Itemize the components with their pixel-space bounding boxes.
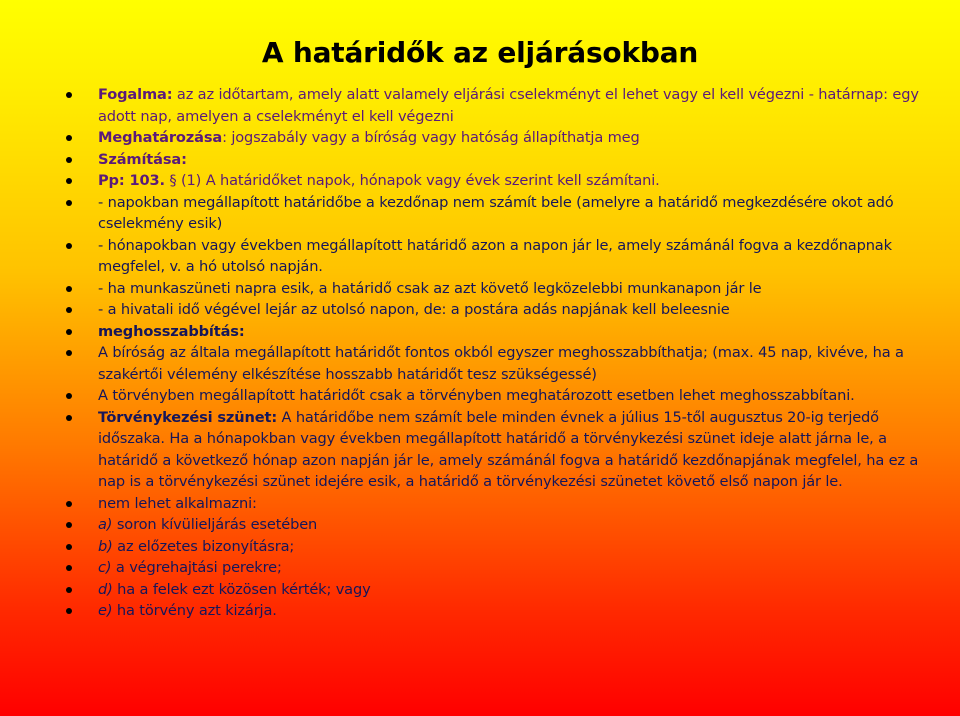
honapokban-text: - hónapokban vagy években megállapított határidő azon a napon jár le, amely számánál fogva a kezdőnapnak megfelel, v. a hó utolsó napján. bbox=[98, 236, 892, 275]
birosag-text: A bíróság az általa megállapított határidőt fontos okból egyszer meghosszabbíthatja; (max. 45 nap, kivéve, ha a szakértői vélemény elkészítése hosszabb határidőt tesz szükségessé) bbox=[98, 344, 904, 383]
bullet-e bbox=[0, 600, 960, 622]
c-text: a végrehajtási perekre; bbox=[111, 559, 282, 576]
bullet-pp bbox=[0, 170, 960, 192]
meghatarozasa-text: : jogszabály vagy a bíróság vagy hatóság állapíthatja meg bbox=[222, 129, 640, 146]
munkaszuneti-text: - ha munkaszüneti napra esik, a határidő csak az azt követő legközelebbi munkanapon jár le bbox=[98, 279, 762, 297]
fogalma-text: az az időtartam, amely alatt valamely eljárási cselekményt el lehet vagy el kell végezni - határnap: egy adott nap, amelyen a cselekményt el kell végezni bbox=[98, 86, 919, 125]
bullet-fogalma bbox=[0, 84, 960, 127]
a-text: soron kívülieljárás esetében bbox=[112, 516, 318, 533]
slide-title: A határidők az eljárásokban bbox=[261, 36, 699, 69]
bullet-munkaszuneti bbox=[0, 278, 960, 300]
b-letter: b) bbox=[98, 537, 113, 555]
fogalma-label: Fogalma: bbox=[98, 86, 173, 103]
bullet-meghatarozasa bbox=[0, 127, 960, 149]
d-letter: d) bbox=[98, 580, 113, 598]
bullet-a bbox=[0, 514, 960, 536]
hivatali-text: - a hivatali idő végével lejár az utolsó napon, de: a postára adás napjának kell beleesnie bbox=[98, 301, 730, 318]
e-letter: e) bbox=[98, 602, 113, 619]
nem-lehet-text: nem lehet alkalmazni: bbox=[98, 494, 257, 512]
torvenykezesi-label: Törvénykezési szünet: bbox=[98, 408, 278, 426]
pp-label: Pp: 103. bbox=[98, 172, 165, 189]
bullet-c bbox=[0, 557, 960, 579]
bullet-nem-lehet bbox=[0, 493, 960, 515]
bullet-meghosszabbitas bbox=[0, 321, 960, 343]
pp-text: § (1) A határidőket napok, hónapok vagy évek szerint kell számítani. bbox=[164, 172, 660, 189]
torvenykezesi-text: A határidőbe nem számít bele minden évnek a július 15-től augusztus 20-ig terjedő időszaka. Ha a hónapokban vagy években megállapított határidő a törvénykezési szünet ideje alatt járna le, a határidő a következő hónap azon napján jár le, amely számánál fogva a határidő kezdőnapjának megfelel, ha ez a nap is a törvénykezési szünet idejére esik, a határidő a törvénykezési szünetet követő első napon jár le. bbox=[98, 408, 919, 490]
bullet-honapokban bbox=[0, 235, 960, 278]
torvenyben-text: A törvényben megállapított határidőt csak a törvényben meghatározott esetben lehet meghosszabbítani. bbox=[98, 387, 855, 404]
bullet-list bbox=[0, 84, 960, 622]
e-text: ha törvény azt kizárja. bbox=[112, 602, 277, 619]
d-text: ha a felek ezt közösen kérték; vagy bbox=[112, 580, 371, 598]
bullet-torvenykezesi bbox=[0, 407, 960, 493]
b-text: az előzetes bizonyításra; bbox=[112, 537, 295, 555]
bullet-b bbox=[0, 536, 960, 558]
meghatarozasa-label: Meghatározása bbox=[98, 129, 223, 146]
napokban-text: - napokban megállapított határidőbe a kezdőnap nem számít bele (amelyre a határidő megkezdésére okot adó cselekmény esik) bbox=[98, 193, 894, 232]
bullet-birosag bbox=[0, 342, 960, 385]
bullet-szamitasa bbox=[0, 149, 960, 171]
bullet-d bbox=[0, 579, 960, 601]
a-letter: a) bbox=[98, 516, 113, 533]
bullet-hivatali bbox=[0, 299, 960, 321]
bullet-napokban bbox=[0, 192, 960, 235]
bullet-torvenyben bbox=[0, 385, 960, 407]
c-letter: c) bbox=[98, 559, 112, 576]
meghosszabbitas-label: meghosszabbítás: bbox=[98, 322, 245, 340]
szamitasa-label: Számítása: bbox=[98, 150, 187, 168]
